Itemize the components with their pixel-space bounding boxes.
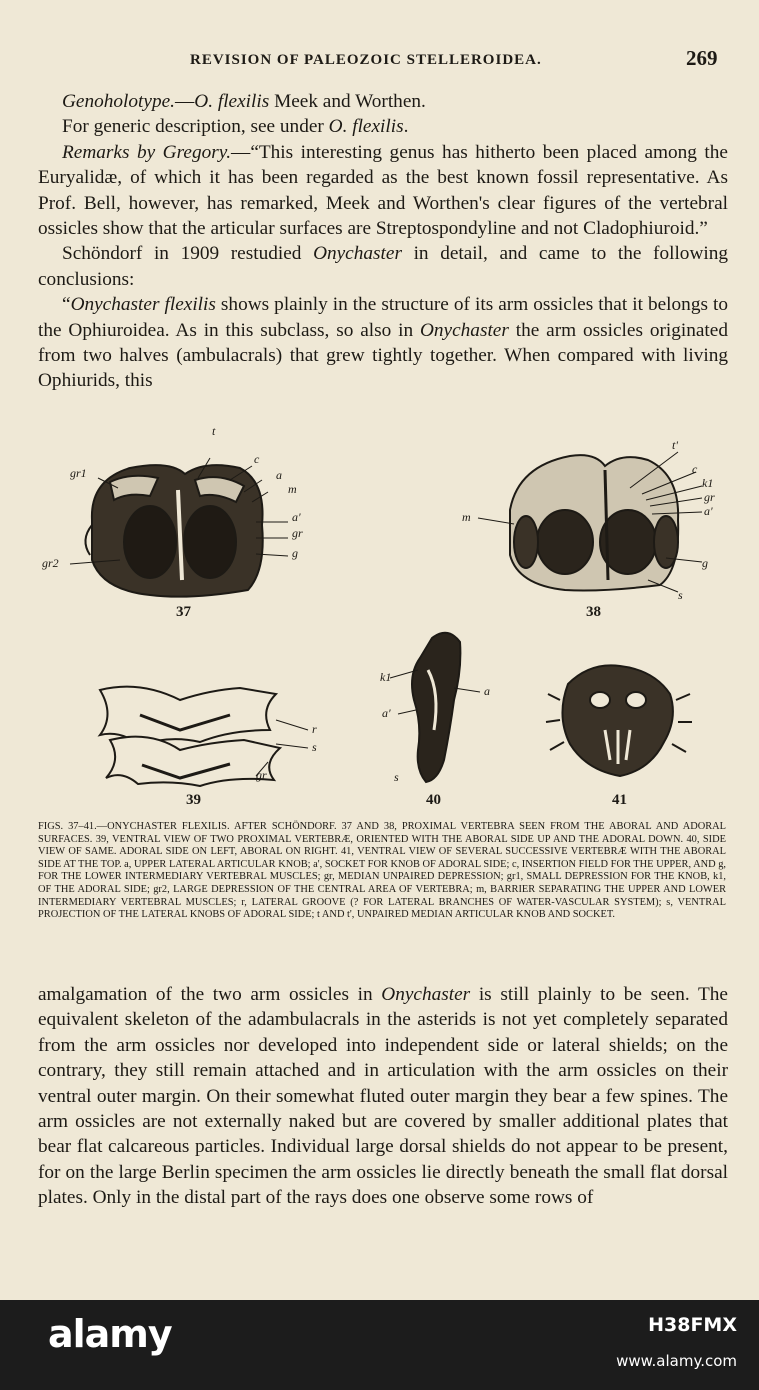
fig39-letter-gr: gr xyxy=(256,768,267,782)
remarks-paragraph xyxy=(38,140,728,242)
fig40-letter-a: a xyxy=(484,684,490,698)
genoholotype-paragraph xyxy=(38,89,728,114)
fig37-letter-t: t xyxy=(212,424,216,438)
running-title: REVISION OF PALEOZOIC STELLEROIDEA. xyxy=(190,52,542,68)
fig40-number: 40 xyxy=(426,792,441,808)
remarks-label: Remarks by Gregory. xyxy=(62,141,232,163)
fig40-drawing xyxy=(412,633,460,782)
species-name: O. flexilis xyxy=(194,91,270,112)
fig37-letter-m: m xyxy=(288,482,297,496)
fig37-letter-a: a xyxy=(276,468,282,482)
fig37-letter-gr2: gr2 xyxy=(42,556,59,570)
fig40-letter-a-prime: a' xyxy=(382,706,391,720)
stock-watermark-bar xyxy=(0,1300,759,1390)
paragraph-text: For generic description, see under xyxy=(62,116,329,138)
genus-name: Onychaster xyxy=(419,319,509,341)
fig39-number: 39 xyxy=(186,792,201,808)
period: . xyxy=(403,116,409,138)
fig40-letter-k1: k1 xyxy=(380,670,392,684)
fig39-letter-s: s xyxy=(312,740,317,754)
alamy-logo: alamy xyxy=(48,1312,172,1356)
fig38-letter-k1: k1 xyxy=(702,476,714,490)
fig39-drawing xyxy=(100,687,280,786)
fig38-letter-t-prime: t' xyxy=(672,438,678,452)
paragraph-text: shows plainly in the structure of its arm ossicles that it belongs to the Ophiuroidea. As in this subclass, so also in xyxy=(38,294,728,341)
fig38-letter-c: c xyxy=(692,462,698,476)
paragraph-text: the arm ossicles originated from two halves (ambulacrals) that grew tightly together. When compared with living Ophiurids, this xyxy=(38,319,728,392)
fig41-drawing xyxy=(546,665,692,776)
fig38-letter-a-prime: a' xyxy=(704,504,713,518)
dash: — xyxy=(174,91,195,112)
fig40-letter-s: s xyxy=(394,770,399,784)
page-number: 269 xyxy=(686,46,718,70)
paragraph-text: amalgamation of the two arm ossicles in xyxy=(38,984,382,1005)
fig38-drawing xyxy=(510,455,678,590)
continuation-paragraph xyxy=(38,982,728,1211)
authors: Meek and Worthen. xyxy=(269,91,426,112)
fig37-letter-gr1: gr1 xyxy=(70,466,87,480)
body-text-bottom xyxy=(38,982,728,1211)
fig37-letter-c: c xyxy=(254,452,260,466)
fig39-letter-r: r xyxy=(312,722,317,736)
body-text-top xyxy=(38,89,728,394)
fig38-letter-m: m xyxy=(462,510,471,524)
fig37-letter-gr: gr xyxy=(292,526,303,540)
figure-plate xyxy=(30,424,730,815)
paragraph-text: in detail, and came to the following conclusions: xyxy=(38,243,729,290)
quotation-paragraph xyxy=(38,292,728,394)
fig37-letter-g: g xyxy=(292,546,298,560)
generic-description-paragraph xyxy=(38,114,728,139)
running-head xyxy=(0,44,759,74)
species-name: O. flexilis xyxy=(328,116,404,138)
remarks-quote: —“This interesting genus has hitherto been placed among the Euryalidæ, of which it has been regarded as the best known fossil representative. As Prof. Bell, however, has remarked, Meek and Worthen's clear figures of the vertebral ossicles show that the articular surfaces are Streptospondyline and not Cladophiuroid.” xyxy=(38,141,728,240)
figure-caption: FIGS. 37–41.—ONYCHASTER FLEXILIS. AFTER SCHÖNDORF. 37 AND 38, PROXIMAL VERTEBRA SEEN FROM THE ABORAL AND ADORAL SURFACES. 39, VENTRAL VIEW OF TWO PROXIMAL VERTEBRÆ, ORIENTED WITH THE ABORAL SIDE UP AND THE ADORAL DOWN. 40, SIDE VIEW OF SAME. ADORAL SIDE ON LEFT, ABORAL ON RIGHT. 41, VENTRAL VIEW OF SEVERAL SUCCESSIVE VERTEBRÆ WITH THE ABORAL SIDE AT THE TOP. a, UPPER LATERAL ARTICULAR KNOB; a', SOCKET FOR KNOB OF ADORAL SIDE; c, INSERTION FIELD FOR THE UPPER, AND g, FOR THE LOWER INTERMEDIARY VERTEBRAL MUSCLES; gr, MEDIAN UNPAIRED DEPRESSION; gr1, SMALL DEPRESSION FOR THE KNOB, k1, OF THE ADORAL SIDE; gr2, LARGE DEPRESSION OF THE CENTRAL AREA OF VERTEBRA; m, BARRIER SEPARATING THE UPPER AND LOWER INTERMEDIARY VERTEBRAL MUSCLES; r, LATERAL GROOVE (? FOR LATERAL BRANCHES OF WATER-VASCULAR SYSTEM); s, VENTRAL PROJECTION OF THE LATERAL KNOBS OF ADORAL SIDE; t AND t', UNPAIRED MEDIAN ARTICULAR KNOB AND SOCKET. xyxy=(38,821,726,921)
fig37-letter-a-prime: a' xyxy=(292,510,301,524)
open-quote: “ xyxy=(62,294,71,316)
schondorf-paragraph xyxy=(38,241,728,292)
fig41-number: 41 xyxy=(612,792,627,808)
genus-name: Onychaster xyxy=(313,243,402,265)
fig38-letter-g: g xyxy=(702,556,708,570)
fig38-letter-gr: gr xyxy=(704,490,715,504)
paragraph-text: Schöndorf in 1909 restudied xyxy=(62,243,314,265)
genus-name: Onychaster xyxy=(381,984,471,1005)
paragraph-text: is still plainly to be seen. The equivalent skeleton of the adambulacrals in the asterids is not yet completely separated from the arm ossicles nor developed into independent side or lateral shields; on the contrary, they still remain attached and in articulation with the arm ossicles on their ventral outer margin. On their somewhat fluted outer margin they bear a few spines. The arm ossicles are not externally naked but are covered by smaller additional plates that bear flat calcareous particles. Individual large dorsal shields do not appear to be present, for on the large Berlin specimen the arm ossicles lie directly beneath the small flat dorsal plates. Only in the distal part of the rays does one observe some rows of xyxy=(38,984,728,1209)
fig38-letter-s: s xyxy=(678,588,683,602)
figure-drawings xyxy=(30,430,730,815)
fig38-number: 38 xyxy=(586,604,601,620)
fig37-number: 37 xyxy=(176,604,191,620)
image-id: H38FMX xyxy=(648,1314,737,1336)
species-name: Onychaster flexilis xyxy=(70,294,216,316)
genoholotype-label: Genoholotype. xyxy=(62,91,175,112)
site-url: www.alamy.com xyxy=(616,1352,737,1370)
